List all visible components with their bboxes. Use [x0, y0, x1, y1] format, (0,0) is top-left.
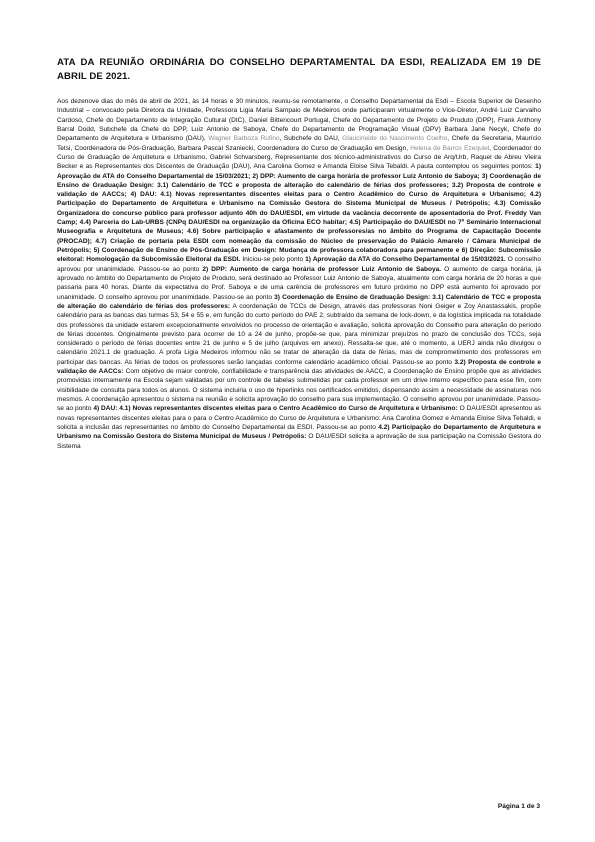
- section-heading: 2) DPP: Aumento de carga horária de professor Luiz Antonio de Saboya.: [202, 265, 442, 273]
- text-run: O DAU/ESDI apresentou as novas representantes discentes eleitas para o para o Centro Acadêmico do Curso de Arquitetura e Urbanismo: Ana Carolina Gomez e Amanda Eloise Silva Tebaldi, e solicita a inclusão das representantes no âmbito do Conselho Departamental da ESDI. Passou-se ao ponto: [57, 405, 542, 431]
- text-run: , Coordenador do Curso de Graduação de Arquitetura e Urbanismo, Gabriel Schvarsberg, Representante dos técnico-administrativos do Curso de Arq/Urb, Raquel de Abreu Vieira Becker e as Representantes dos Discentes de Graduação (DAU), Ana Carolina Gomez e Amanda Eloise Silva Tebaldi. A pauta contemplou os seguintes pontos:: [57, 144, 541, 171]
- text-run: , Subchefe do DAU,: [279, 135, 343, 143]
- text-run: A coordenação de TCCs de Design, através das professoras Noni Geiger e Zoy Anastassakis, propõe calendário para as bancas das turmas 53, 54 e 55 e, em função do curto período do PAE 2, subtraído da semana de lock-down, e da logística implicada na totalidade dos professores da unidade estarem excepcionalmente envolvidos no processo de orientação e avaliação, solicita aprovação do Conselho para alteração do período de férias docentes. Originalmente previsto para ocorrer de 10 a 24 de junho, propõe-se que, para minimizar prejuízos no prazo de conclusão dos TCCs, seja considerado o período de férias docentes entre 21 de junho e 5 de julho (arquivos em anexo). Ressalta-se que, até o momento, a UERJ ainda não divulgou o calendário 2021.1 de graduação. A profa Ligia Medeiros informou não se tratar de alteração da data de férias, mas de comprometimento dos professores em participar das bancas. As férias de todos os professores serão lançadas conforme calendário acadêmico oficial. Passou-se ao ponto: [57, 302, 541, 366]
- text-run: O conselho aprovou por unanimidade. Passou-se ao ponto: [57, 256, 541, 273]
- text-run: Com objetivo de maior controle, confiabilidade e transparência das atividades de AACC, a Coordenação de Ensino propõe que as atividades promovidas internamente na Escola sejam validadas por um controle de tabelas submetidas por cada professor em um drive interno específico para esse fim, com visibilidade de consulta para todos os alunos. O sistema incluiria o uso de hiperlinks nos certificados emitidos, dispensando assim a necessidade de assinaturas nos mesmos. A coordenação apresentou o sistema na reunião e solicita aprovação do conselho para sua implementação. O conselho aprovou por unanimidade. Passou-se ao ponto: [57, 368, 541, 413]
- text-run: Wagner Barboza Rufino: [208, 135, 280, 143]
- document-title: ATA DA REUNIÃO ORDINÁRIA DO CONSELHO DEPARTAMENTAL DA ESDI, REALIZADA EM 19 DE ABRIL DE 2021.: [57, 57, 541, 82]
- agenda-items: 1) Aprovação de ATA do Conselho Departamental de 15/03/2021; 2) DPP: Aumento de carga horária de professor Luiz Antonio de Saboya; 3) Coordenação de Ensino de Graduação Design: 3.1) Calendário de TCC e proposta de alteração do calendário de férias dos professores; 3.2) Proposta de controle e validação de AACCs; 4) DAU: 4.1) Novas representantes discentes eleitas para o Centro Acadêmico do Curso de Arquitetura e Urbanismo; 4.2) Participação do Departamento de Arquitetura e Urbanismo na Comissão Gestora do Sistema Municipal de Museus / Petrópolis; 4.3) Comissão Organizadora do concurso público para professor adjunto 40h do DAU/ESDI, em virtude da vacância decorrente de aposentadoria do Prof. Freddy Van Camp; 4.4) Parceria do Lab-URBS (CNPq DAU/ESDI na organização da Oficina ECO habitar; 4.5) Participação do DAU/ESDI no 7º Seminário Internacional Museografia e Arquitetura de Museus; 4.6) Sobre participação e afastamento de professores/as no âmbito do Programa de Capacitação Docente (PROCAD); 4.7) Criação de portaria pela ESDI com nomeação da comissão do Núcleo de preservação do Palácio Amarelo / Câmara Municipal de Petrópolis; 5) Coordenação de Ensino de Pós-Graduação em Design: Mudança de professora colaboradora para permanente e 6) Direção: Subcomissão eleitoral: Homologação da Subcomissão Eleitoral da ESDI.: [57, 163, 541, 264]
- text-run: Helena de Barros Ezequiel: [410, 144, 490, 152]
- page-number: Página 1 de 3: [497, 803, 540, 810]
- section-heading: 4.2) Participação do Departamento de Arquitetura e Urbanismo na Comissão Gestora do Sistema Municipal de Museus / Petrópolis:: [57, 423, 542, 441]
- document-body: [57, 97, 541, 451]
- text-run: O DAU/ESDI solicita a aprovação de sua participação na Comissão Gestora do Sistema: [57, 433, 541, 450]
- text-run: , Chefe da Secretaria, Maurício Tetsi, Coordenadora de Pós-Graduação, Barbara Pascal Szaniecki, Coordenadora do Curso de Graduação em Design,: [57, 135, 541, 152]
- text-run: Glaucineide do Nascimento Coelho: [342, 135, 448, 143]
- section-heading: 3) Coordenação de Ensino de Graduação Design: 3.1) Calendário de TCC e proposta de alteração do calendário de férias dos professores:: [57, 293, 541, 310]
- text-run: Aos dezenove dias do mês de abril de 2021, às 14 horas e 30 minutos, reuniu-se remotamente, o Conselho Departamental da Esdi – Escola Superior de Desenho Industrial – convocado pela Diretora da Unidade, Professora Ligia Maria Sampaio de Medeiros onde participaram virtualmente o Vice-Diretor, André Luiz Carvalho Cardoso, Chefe do Departamento de Integração Cultural (DIC), Daniel Bittencourt Portugal, Chefe do Departamento de Projeto de Produto (DPP), Frank Anthony Barral Dodd, Subchefe da Chefe do DPP, Luiz Antonio de Saboya, Chefe do Departamento de Programação Visual (DPV) Barbara Jane Necyk, Chefe do Departamento de Arquitetura e Urbanismo (DAU),: [57, 98, 541, 143]
- section-heading: 1) Aprovação da ATA do Conselho Departamental de 15/03/2021.: [305, 256, 506, 264]
- section-heading: 4) DAU: 4.1) Novas representantes discentes eleitas para o Centro Acadêmico do Curso de Arquitetura e Urbanismo:: [93, 405, 458, 413]
- text-run: Iniciou-se pelo ponto: [240, 256, 306, 264]
- section-heading: 3.2) Proposta de controle e validação de AACCs:: [57, 358, 541, 376]
- text-run: O aumento de carga horária, já aprovado no âmbito do Departamento de Projeto de Produto, será destinado ao Professor Luiz Antonio de Saboya, atualmente com carga horária de 20 horas e que passaria para 40 horas. Diante da expectativa do Prof. Saboya e de uma carência de professores em futuro próximo no DPP está aumento foi aprovado por unanimidade. O conselho aprovou por unanimidade. Passou-se ao ponto: [57, 265, 541, 301]
